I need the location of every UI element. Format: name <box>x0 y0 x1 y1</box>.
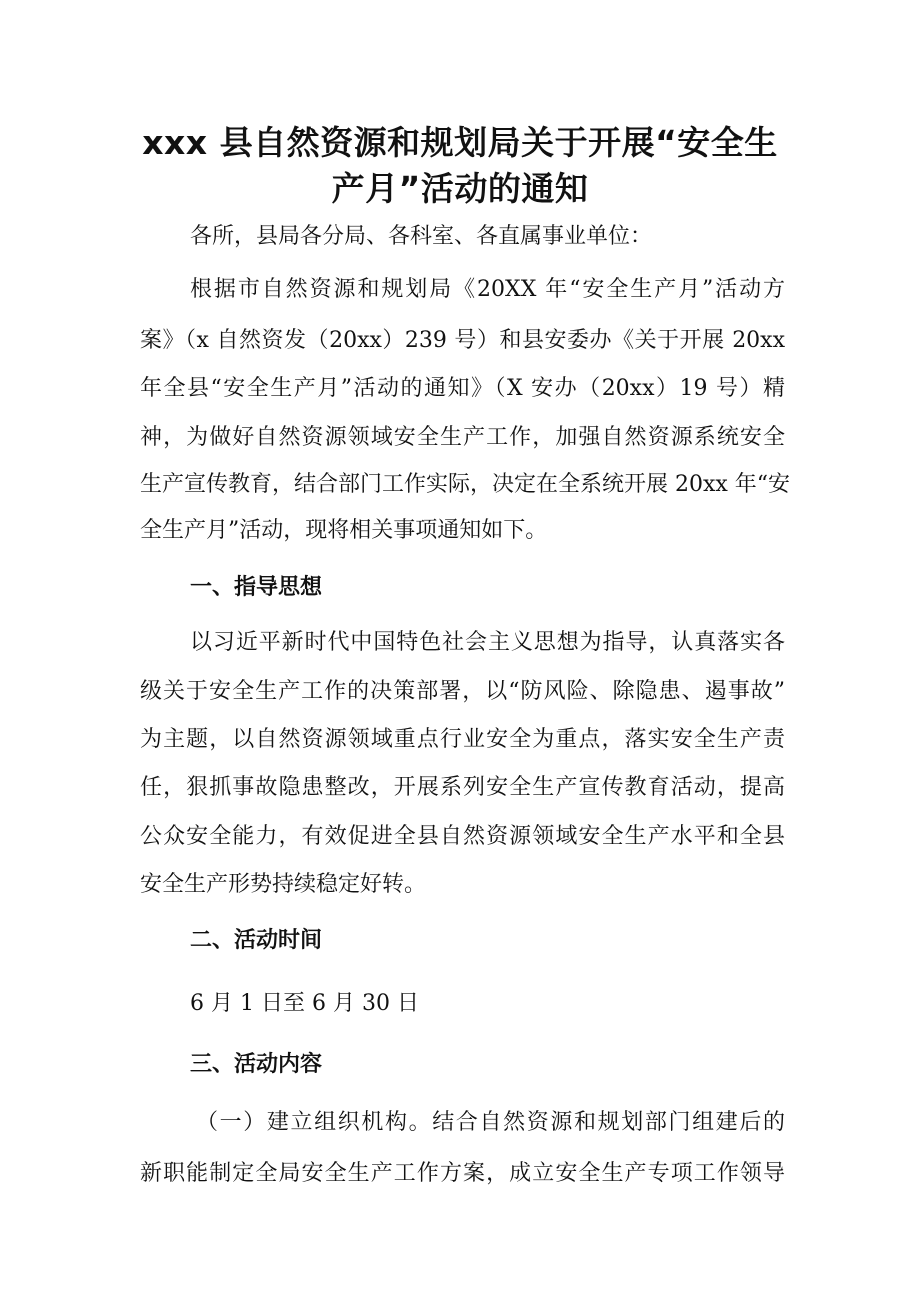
section-3-heading: 三、活动内容 <box>190 1052 323 1077</box>
intro-line-2: 案》（x 自然资发（20xx）239 号）和县安委办《关于开展 20xx <box>140 328 785 353</box>
salutation: 各所，县局各分局、各科室、各直属事业单位： <box>190 224 653 249</box>
intro-line-5: 生产宣传教育，结合部门工作实际，决定在全系统开展 20xx 年“安 <box>140 472 791 497</box>
section-3-line-1: （一）建立组织机构。结合自然资源和规划部门组建后的 <box>196 1110 785 1135</box>
section-2-heading: 二、活动时间 <box>190 928 323 953</box>
section-1-line-2: 级关于安全生产工作的决策部署，以“防风险、除隐患、遏事故” <box>140 679 785 704</box>
section-2-text: 6 月 1 日至 6 月 30 日 <box>190 991 419 1016</box>
section-1-line-3: 为主题，以自然资源领域重点行业安全为重点，落实安全生产责 <box>140 727 785 752</box>
intro-line-4: 神，为做好自然资源领域安全生产工作，加强自然资源系统安全 <box>140 425 785 450</box>
section-1-heading: 一、指导思想 <box>190 575 323 600</box>
intro-line-6: 全生产月”活动，现将相关事项通知如下。 <box>140 518 548 543</box>
section-1-line-5: 公众安全能力，有效促进全县自然资源领域安全生产水平和全县 <box>140 824 785 849</box>
section-3-line-2: 新职能制定全局安全生产工作方案，成立安全生产专项工作领导 <box>140 1161 785 1186</box>
intro-line-1: 根据市自然资源和规划局《20XX 年“安全生产月”活动方 <box>190 277 785 302</box>
section-1-line-4: 任，狠抓事故隐患整改，开展系列安全生产宣传教育活动，提高 <box>140 775 785 800</box>
section-1-line-1: 以习近平新时代中国特色社会主义思想为指导，认真落实各 <box>190 630 785 655</box>
document-title-line-1: xxx 县自然资源和规划局关于开展“安全生 <box>142 123 778 162</box>
section-1-line-6: 安全生产形势持续稳定好转。 <box>140 872 427 897</box>
document-title-line-2: 产月”活动的通知 <box>331 169 589 208</box>
intro-line-3: 年全县“安全生产月”活动的通知》（X 安办（20xx）19 号）精 <box>140 376 785 401</box>
